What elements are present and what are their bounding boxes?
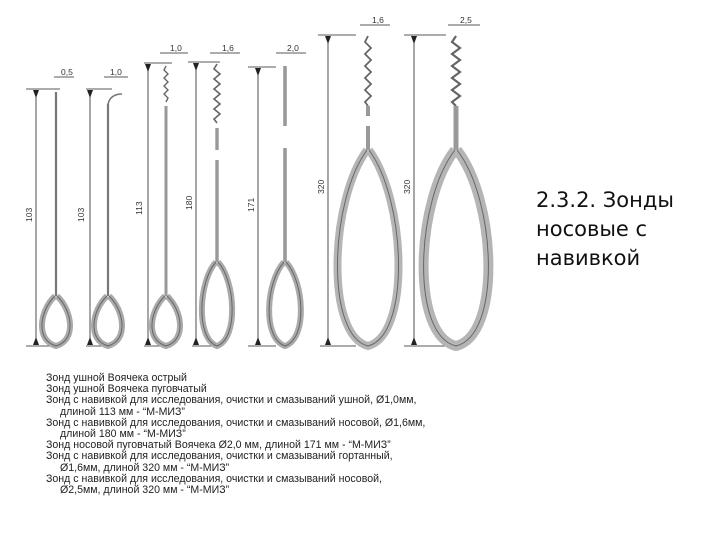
probe-4-length: 180: [184, 195, 194, 210]
probe-3-length: 113: [134, 201, 144, 215]
caption-line: Зонд с навивкой для исследования, очистки и смазываний гортанный,: [46, 450, 393, 463]
probe-1-length: 103: [24, 207, 34, 222]
probe-5-length: 171: [246, 197, 256, 212]
probe-caption-list: [46, 373, 486, 496]
probe-6-tip: 1,6: [372, 15, 384, 25]
caption-line-continued: Ø1,6мм, длиной 320 мм - “М-МИЗ”: [60, 461, 230, 474]
probe-6: [316, 15, 399, 346]
probe-7-length: 320: [402, 179, 412, 194]
caption-item: [46, 418, 486, 440]
probe-7-tip: 2,5: [460, 15, 472, 25]
caption-line: Зонд ушной Воячека пуговчатый: [46, 383, 207, 396]
caption-item: [46, 451, 486, 473]
probe-5: [246, 43, 306, 346]
probe-4-tip: 1,6: [222, 43, 234, 53]
caption-line-continued: Ø2,5мм, длиной 320 мм - “М-МИЗ”: [60, 484, 230, 497]
caption-line: Зонд носовой пуговчатый Воячека Ø2,0 мм, длиной 171 мм - “М-МИЗ”: [46, 439, 391, 452]
probe-1: [24, 67, 74, 346]
caption-line: Зонд с навивкой для исследования, очистки и смазываний носовой, Ø1,6мм,: [46, 416, 426, 429]
slide-title: 2.3.2. Зонды носовые с навивкой: [536, 188, 674, 270]
probe-2: [76, 67, 128, 346]
caption-line-continued: длиной 113 мм - “М-МИЗ”: [60, 405, 185, 418]
probe-1-tip: 0,5: [61, 67, 73, 77]
probes-figure: [0, 0, 500, 360]
caption-item: [46, 395, 486, 417]
probe-3: [134, 43, 188, 346]
caption-line-continued: длиной 180 мм - “М-МИЗ”: [60, 428, 186, 441]
probe-4: [184, 43, 240, 346]
probe-3-tip: 1,0: [170, 43, 182, 53]
probe-7: [402, 15, 488, 346]
caption-line: Зонд с навивкой для исследования, очистки и смазываний носовой,: [46, 472, 382, 485]
probe-5-tip: 2,0: [287, 43, 299, 53]
probe-6-length: 320: [316, 179, 326, 194]
caption-item: [46, 474, 486, 496]
caption-line: Зонд ушной Воячека острый: [46, 372, 187, 384]
caption-line: Зонд с навивкой для исследования, очистки и смазываний ушной, Ø1,0мм,: [46, 394, 417, 407]
probe-2-length: 103: [76, 207, 86, 222]
probe-2-tip: 1,0: [110, 67, 122, 77]
